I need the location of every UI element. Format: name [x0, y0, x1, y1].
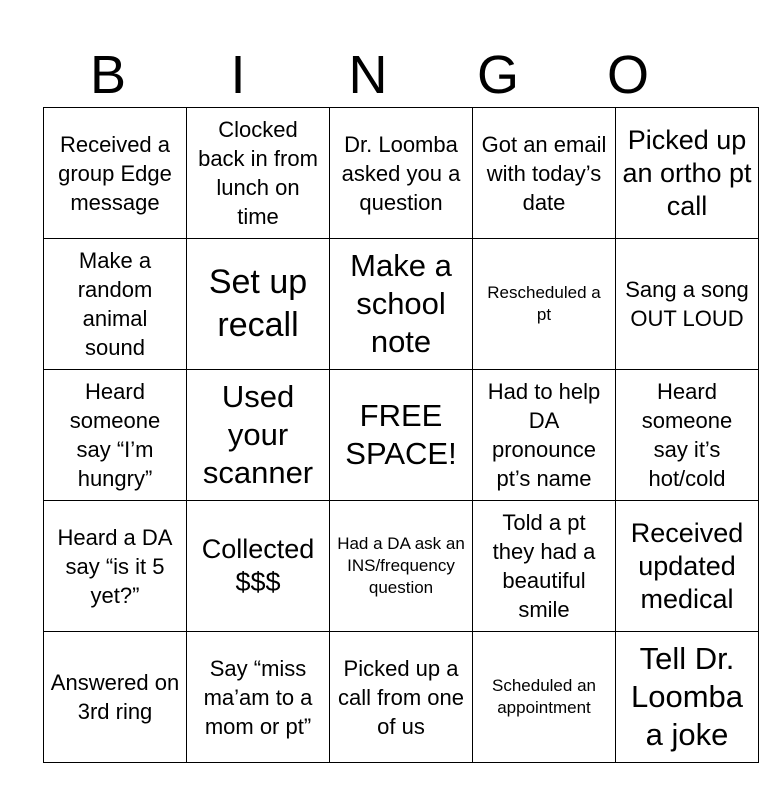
bingo-cell: Rescheduled a pt — [473, 239, 616, 370]
bingo-cell: Had a DA ask an INS/frequency question — [330, 501, 473, 632]
bingo-cell: Set up recall — [187, 239, 330, 370]
bingo-cell: Used your scanner — [187, 370, 330, 501]
bingo-cell: Picked up an ortho pt call — [616, 108, 759, 239]
bingo-cell: Had to help DA pronounce pt’s name — [473, 370, 616, 501]
header-letter-g: G — [476, 45, 519, 105]
bingo-cell: Collected $$$ — [187, 501, 330, 632]
bingo-cell: Make a school note — [330, 239, 473, 370]
bingo-header — [43, 40, 693, 110]
bingo-cell: Scheduled an appointment — [473, 632, 616, 763]
bingo-cell: Answered on 3rd ring — [44, 632, 187, 763]
bingo-cell: Sang a song OUT LOUD — [616, 239, 759, 370]
bingo-row — [44, 501, 759, 632]
bingo-cell: Dr. Loomba asked you a question — [330, 108, 473, 239]
bingo-cell: Told a pt they had a beautiful smile — [473, 501, 616, 632]
bingo-cell: Say “miss ma’am to a mom or pt” — [187, 632, 330, 763]
header-letter-o: O — [606, 45, 649, 105]
bingo-cell: Got an email with today’s date — [473, 108, 616, 239]
header-letter-i: I — [230, 45, 246, 105]
bingo-cell: Clocked back in from lunch on time — [187, 108, 330, 239]
bingo-cell: Heard a DA say “is it 5 yet?” — [44, 501, 187, 632]
bingo-cell: Heard someone say it’s hot/cold — [616, 370, 759, 501]
bingo-row — [44, 370, 759, 501]
bingo-cell: Received updated medical — [616, 501, 759, 632]
header-letter-b: B — [89, 45, 127, 105]
bingo-row — [44, 239, 759, 370]
bingo-cell: Tell Dr. Loomba a joke — [616, 632, 759, 763]
bingo-row — [44, 632, 759, 763]
bingo-card — [43, 107, 759, 763]
bingo-cell: Heard someone say “I’m hungry” — [44, 370, 187, 501]
header-letter-n: N — [348, 45, 388, 105]
free-space-cell: FREE SPACE! — [330, 370, 473, 501]
bingo-row — [44, 108, 759, 239]
bingo-cell: Received a group Edge message — [44, 108, 187, 239]
bingo-cell: Make a random animal sound — [44, 239, 187, 370]
bingo-cell: Picked up a call from one of us — [330, 632, 473, 763]
